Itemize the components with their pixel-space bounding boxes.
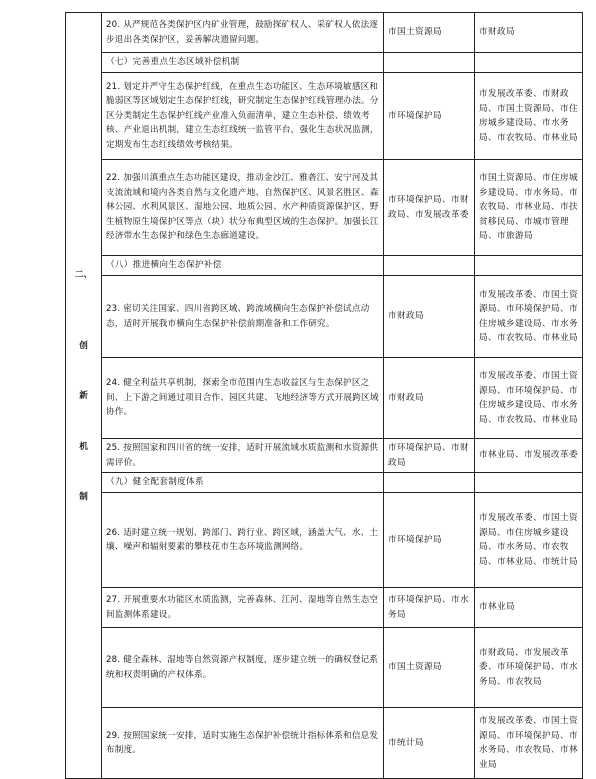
lead-unit: 市环境保护局 — [388, 110, 442, 121]
section-heading-text: （七）完善重点生态区域补偿机制 — [106, 57, 240, 68]
lead-unit: 市统计局 — [388, 737, 424, 748]
lead-unit-cell — [384, 493, 475, 588]
cooperating-units: 市发展改革委、市国土资源局、市环境保护局、市住房城乡建设局、市水务局、市农牧局、市林业局 — [479, 289, 578, 343]
cooperating-units-cell — [475, 588, 583, 628]
task-table-body — [66, 13, 583, 779]
table-row — [66, 628, 583, 708]
cooperating-units-cell — [475, 439, 583, 473]
task-description: 23. 密切关注国家、四川省跨区域、跨流域横向生态保护补偿试点动态，适时开展我市横向生态保护补偿前期准备和工作研究。 — [106, 304, 370, 329]
cooperating-units: 市发展改革委、市国土资源局、市住房城乡建设局、市水务局、市农牧局、市林业局、市统计局 — [479, 513, 578, 567]
task-description-cell — [102, 73, 384, 160]
table-row — [66, 73, 583, 160]
table-row — [66, 276, 583, 358]
task-description: 28. 健全森林、湿地等自然资源产权制度，逐步建立统一的确权登记系统和权责明确的产权体系。 — [106, 655, 379, 680]
cooperating-units-cell — [475, 493, 583, 588]
table-row — [66, 13, 583, 53]
lead-unit: 市环境保护局、市财政局 — [388, 443, 469, 468]
empty-cell — [384, 256, 475, 276]
section-row — [66, 473, 583, 493]
category-number: 二、 — [74, 270, 93, 281]
task-description-cell — [102, 588, 384, 628]
table-row — [66, 358, 583, 439]
cooperating-units: 市发展改革委、市国土资源局、市环境保护局、市住房城乡建设局、市水务局、市农牧局、市林业局 — [479, 371, 578, 425]
task-description-cell — [102, 628, 384, 708]
cooperating-units-cell — [475, 276, 583, 358]
lead-unit-cell — [384, 276, 475, 358]
lead-unit-cell — [384, 13, 475, 53]
lead-unit-cell — [384, 708, 475, 779]
cooperating-units-cell — [475, 160, 583, 256]
cooperating-units: 市财政局、市发展改革委、市环境保护局、市水务局、市农牧局 — [479, 647, 578, 687]
lead-unit: 市财政局 — [388, 392, 424, 403]
lead-unit-cell — [384, 160, 475, 256]
lead-unit: 市环境保护局、市水务局 — [388, 595, 469, 620]
cooperating-units: 市发展改革委、市财政局、市国土资源局、市住房城乡建设局、市水务局、市农牧局、市林业局 — [479, 89, 578, 143]
task-description-cell — [102, 358, 384, 439]
cooperating-units: 市林业局、市发展改革委 — [479, 450, 578, 461]
section-heading-text: （八）推进横向生态保护补偿 — [106, 260, 222, 271]
task-description-cell — [102, 439, 384, 473]
table-row — [66, 708, 583, 779]
task-description: 29. 按照国家统一安排，适时实施生态保护补偿统计指标体系和信息发布制度。 — [106, 730, 379, 755]
task-description-cell — [102, 708, 384, 779]
cooperating-units: 市发展改革委、市国土资源局、市环境保护局、市水务局、市农牧局、市林业局 — [479, 716, 578, 770]
cooperating-units: 市财政局 — [479, 27, 515, 38]
task-description-cell — [102, 493, 384, 588]
section-row — [66, 256, 583, 276]
empty-cell — [475, 256, 583, 276]
table-row — [66, 160, 583, 256]
task-description-cell — [102, 13, 384, 53]
section-heading — [102, 473, 384, 493]
cooperating-units: 市林业局 — [479, 602, 515, 613]
lead-unit-cell — [384, 588, 475, 628]
cooperating-units-cell — [475, 13, 583, 53]
task-description-cell — [102, 160, 384, 256]
section-row — [66, 53, 583, 73]
empty-cell — [384, 473, 475, 493]
category-char: 新 — [79, 391, 88, 402]
section-heading-text: （九）健全配套制度体系 — [106, 477, 204, 488]
lead-unit-cell — [384, 439, 475, 473]
category-cell — [66, 13, 102, 779]
cooperating-units: 市国土资源局、市住房城乡建设局、市水务局、市农牧局、市林业局、市扶贫移民局、市城市管理局、市旅游局 — [479, 173, 578, 242]
task-description: 24. 健全利益共享机制，探索全市范围内生态收益区与生态保护区之间、上下游之间通过项目合作、园区共建、飞地经济等方式开展跨区域协作。 — [106, 378, 379, 418]
table-row — [66, 439, 583, 473]
section-heading — [102, 53, 384, 73]
empty-cell — [475, 53, 583, 73]
category-char: 制 — [79, 492, 88, 503]
lead-unit: 市环境保护局、市财政局、市发展改革委 — [388, 195, 469, 220]
task-description-cell — [102, 276, 384, 358]
lead-unit: 市国土资源局 — [388, 27, 442, 38]
lead-unit-cell — [384, 628, 475, 708]
section-heading — [102, 256, 384, 276]
task-description: 20. 从严规范各类保护区内矿业管理，鼓励探矿权人、采矿权人依法逐步退出各类保护区，妥善解决遗留问题。 — [106, 20, 379, 45]
empty-cell — [384, 53, 475, 73]
lead-unit-cell — [384, 358, 475, 439]
cooperating-units-cell — [475, 73, 583, 160]
cooperating-units-cell — [475, 628, 583, 708]
task-description: 22. 加强川滇重点生态功能区建设，推动金沙江、雅砻江、安宁河及其支流流域和境内各类自然与文化遗产地、自然保护区、风景名胜区、森林公园、水利风景区、湿地公园、地质公园、水产种质资源保护区、野生植物原生境保护区等点（块）状分布典型区域的生态保护。加强长江经济带水生态保护和绿色生态廊道建设。 — [106, 173, 379, 242]
table-row — [66, 493, 583, 588]
empty-cell — [475, 473, 583, 493]
cooperating-units-cell — [475, 708, 583, 779]
category-char: 创 — [79, 340, 88, 351]
lead-unit: 市国土资源局 — [388, 662, 442, 673]
task-description: 21. 划定并严守生态保护红线，在重点生态功能区、生态环境敏感区和脆弱区等区域划定生态保护红线，研究制定生态保护红线管理办法。分区分类制定生态保护红线产业准入负面清单，建立生态补偿、绩效考核、产业退出机制，建立生态红线统一监管平台，强化生态状况监测，定期发布生态红线绩效考核结果。 — [106, 81, 379, 150]
task-table — [65, 12, 583, 779]
lead-unit: 市财政局 — [388, 311, 424, 322]
table-row — [66, 588, 583, 628]
task-description: 27. 开展重要水功能区水质监测，完善森林、江河、湿地等自然生态空间监测体系建设。 — [106, 595, 379, 620]
lead-unit-cell — [384, 73, 475, 160]
task-description: 25. 按照国家和四川省的统一安排，适时开展流域水质监测和水资源供需评价。 — [106, 443, 379, 468]
task-description: 26. 适时建立统一规划、跨部门、跨行业、跨区域，涵盖大气、水、土壤、噪声和辐射要素的攀枝花市生态环境监测网络。 — [106, 527, 379, 552]
lead-unit: 市环境保护局 — [388, 534, 442, 545]
cooperating-units-cell — [475, 358, 583, 439]
category-char: 机 — [79, 441, 88, 452]
